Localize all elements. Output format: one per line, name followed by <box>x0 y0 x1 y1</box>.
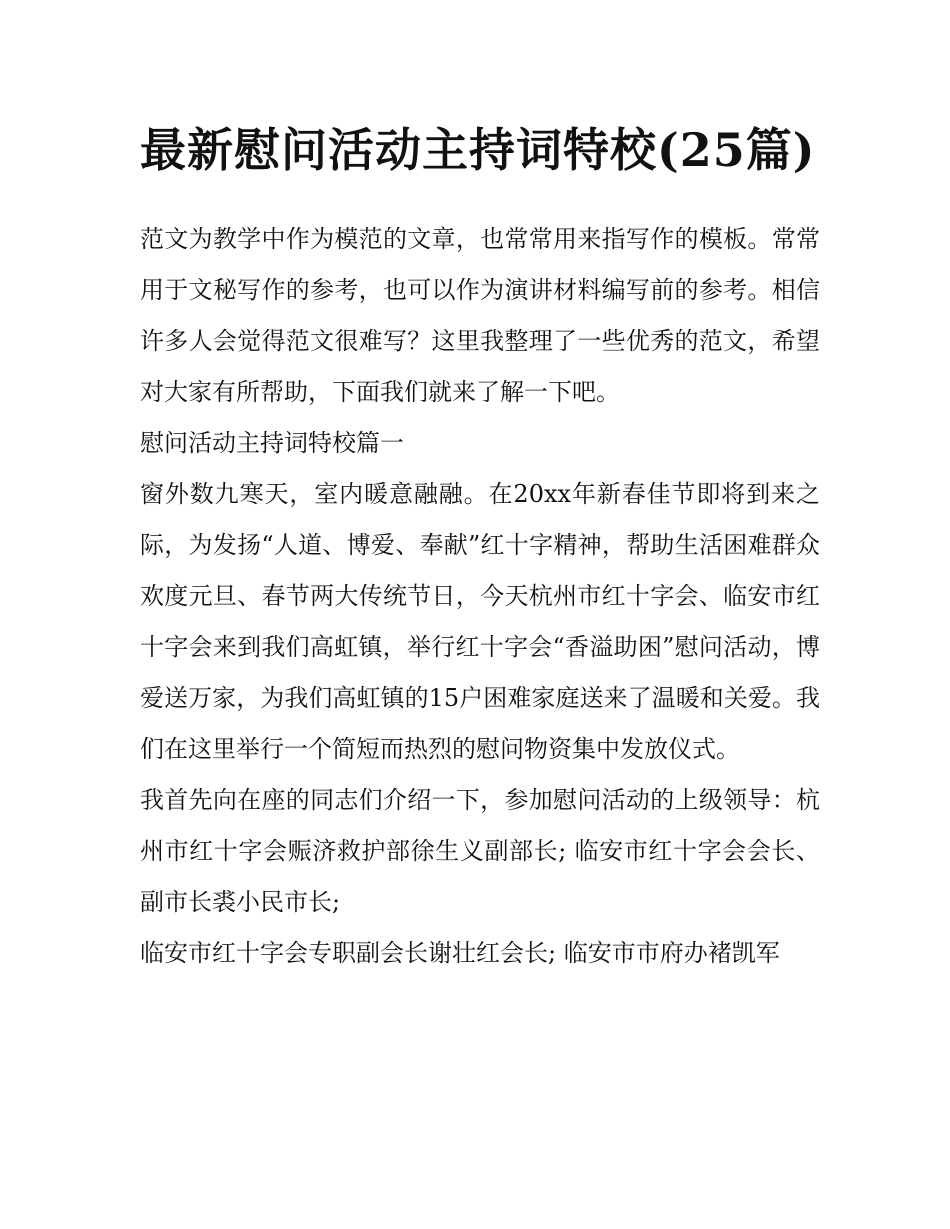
section-heading: 慰问活动主持词特校篇一 <box>140 429 404 457</box>
body-paragraph: 窗外数九寒天，室内暖意融融。在20xx年新春佳节即将到来之际，为发扬“人道、博爱、奉献”红十字精神，帮助生活困难群众欢度元旦、春节两大传统节日，今天杭州市红十字会、临安市红十字会来到我们高虹镇，举行红十字会“香溢助困”慰问活动，博爱送万家，为我们高虹镇的15户困难家庭送来了温暖和关爱。我们在这里举行一个简短而热烈的慰问物资集中发放仪式。 <box>140 480 820 763</box>
document-title: 最新慰问活动主持词特校(25篇) <box>140 123 816 177</box>
body-paragraph: 我首先向在座的同志们介绍一下，参加慰问活动的上级领导：杭州市红十字会赈济救护部徐生义副部长; 临安市红十字会会长、副市长裘小民市长; <box>140 786 820 916</box>
intro-paragraph: 范文为教学中作为模范的文章，也常常用来指写作的模板。常常用于文秘写作的参考，也可以作为演讲材料编写前的参考。相信许多人会觉得范文很难写？这里我整理了一些优秀的范文，希望对大家有所帮助，下面我们就来了解一下吧。 <box>140 225 820 406</box>
document-page <box>140 110 820 979</box>
body-paragraph: 临安市红十字会专职副会长谢壮红会长; 临安市市府办褚凯军 <box>140 939 780 967</box>
